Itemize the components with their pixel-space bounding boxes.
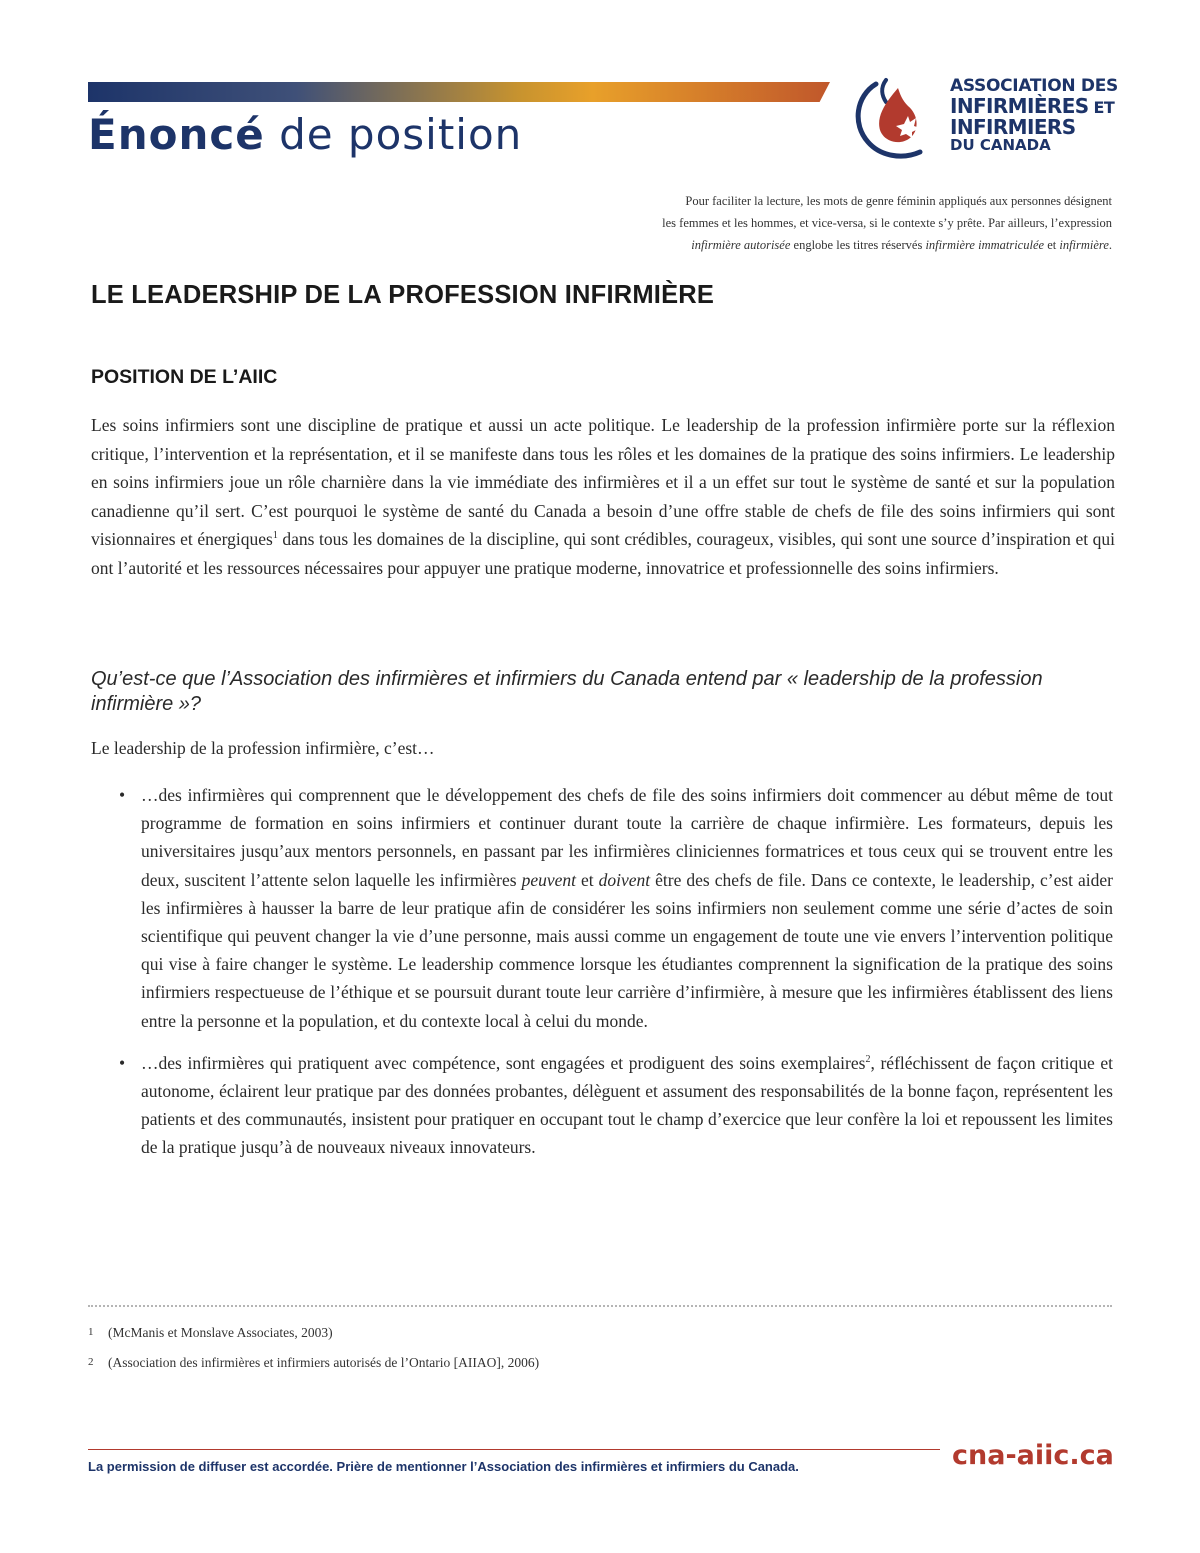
list-item: • …des infirmières qui pratiquent avec compétence, sont engagées et prodiguent des soins exemplaires$^2$, réfléchissent de façon critique et autonome, éclairent leur pratique par des données probantes, délèguent et assument des responsabilités de la bonne façon, représentent les patients et des communautés, insistent pour pratiquer en occupant tout le champ d’exercice que leur confère la loi et repoussent les limites de la pratique jusqu’à de nouveaux niveaux innovateurs. — [113, 1049, 1113, 1162]
website-link[interactable]: cna-aiic.ca — [952, 1440, 1114, 1471]
footnote-ref-2: 2 — [865, 1054, 871, 1065]
question-heading: Qu’est-ce que l’Association des infirmières et infirmiers du Canada entend par « leadership de la profession infirmière »? — [91, 668, 1043, 715]
permission-notice: La permission de diffuser est accordée. Prière de mentionner l’Association des infirmières et infirmiers du Canada. — [88, 1459, 799, 1474]
footer-rule — [88, 1449, 940, 1450]
leadership-bullet-list — [113, 781, 1113, 1176]
footnote-ref-1: 1 — [272, 530, 278, 542]
footnote-2: 2 (Association des infirmières et infirmiers autorisés de l’Ontario [AIIAO], 2006) — [88, 1355, 540, 1370]
document-title: LE LEADERSHIP DE LA PROFESSION INFIRMIÈRE — [91, 281, 715, 309]
gender-note: Pour faciliter la lecture, les mots de genre féminin appliqués aux personnes désignent les femmes et les hommes, et vice-versa, si le contexte s’y prête. Par ailleurs, l’expression infirmière autorisée englobe les titres réservés infirmière immatriculée et infirmière. — [662, 194, 1112, 252]
cna-logo-icon — [846, 72, 946, 162]
footnote-1: 1 (McManis et Monslave Associates, 2003) — [88, 1325, 333, 1340]
section-heading: POSITION DE L’AIIC — [91, 366, 278, 388]
document-type-heading: Énoncé de position — [88, 110, 523, 159]
header-color-band — [88, 82, 830, 102]
footnote-separator — [88, 1305, 1112, 1307]
intro-line: Le leadership de la profession infirmière, c’est… — [91, 738, 435, 758]
position-paragraph: Les soins infirmiers sont une discipline de pratique et aussi un acte politique. Le leadership de la profession infirmière porte sur la réflexion critique, l’intervention et la représentation, et il se manifeste dans tous les rôles et les domaines de la pratique des soins infirmiers. Le leadership en soins infirmiers joue un rôle charnière dans la vie immédiate des infirmières et il a un effet sur tout le système de santé et sur la population canadienne qu’il sert. C’est pourquoi le système de santé du Canada a besoin d’une offre stable de chefs de file des soins infirmiers qui sont visionnaires et énergiques$^1$ dans tous les domaines de la discipline, qui sont crédibles, courageux, visibles, qui sont une source d’inspiration et qui ont l’autorité et les ressources nécessaires pour appuyer une pratique moderne, innovatrice et professionnelle des soins infirmiers. — [91, 415, 1115, 578]
list-item: • …des infirmières qui comprennent que le développement des chefs de file des soins infirmiers doit commencer au début même de tout programme de formation en soins infirmiers et continuer durant toute la carrière de chaque infirmière. Les formateurs, depuis les universitaires jusqu’aux mentors personnels, en passant par les infirmières cliniciennes formatrices et tous ceux qui se trouvent entre les deux, suscitent l’attente selon laquelle les infirmières peuvent et doivent être des chefs de file. Dans ce contexte, le leadership, c’est aider les infirmières à hausser la barre de leur pratique afin de considérer les soins infirmiers non seulement comme une série d’actes de soin scientifique qui peuvent changer la vie d’une personne, mais aussi comme un engagement de toute une vie envers l’intervention politique qui vise à faire changer le système. Le leadership commence lorsque les étudiantes comprennent la signification de la pratique des soins infirmiers respectueuse de l’éthique et se poursuit durant toute leur carrière d’infirmière, à mesure que les infirmières établissent des liens entre la personne et la population, et du contexte local à celui du monde. — [113, 781, 1113, 1035]
cna-logo-text: ASSOCIATION DES INFIRMIÈRES ET INFIRMIERS DU CANADA — [950, 76, 1118, 154]
